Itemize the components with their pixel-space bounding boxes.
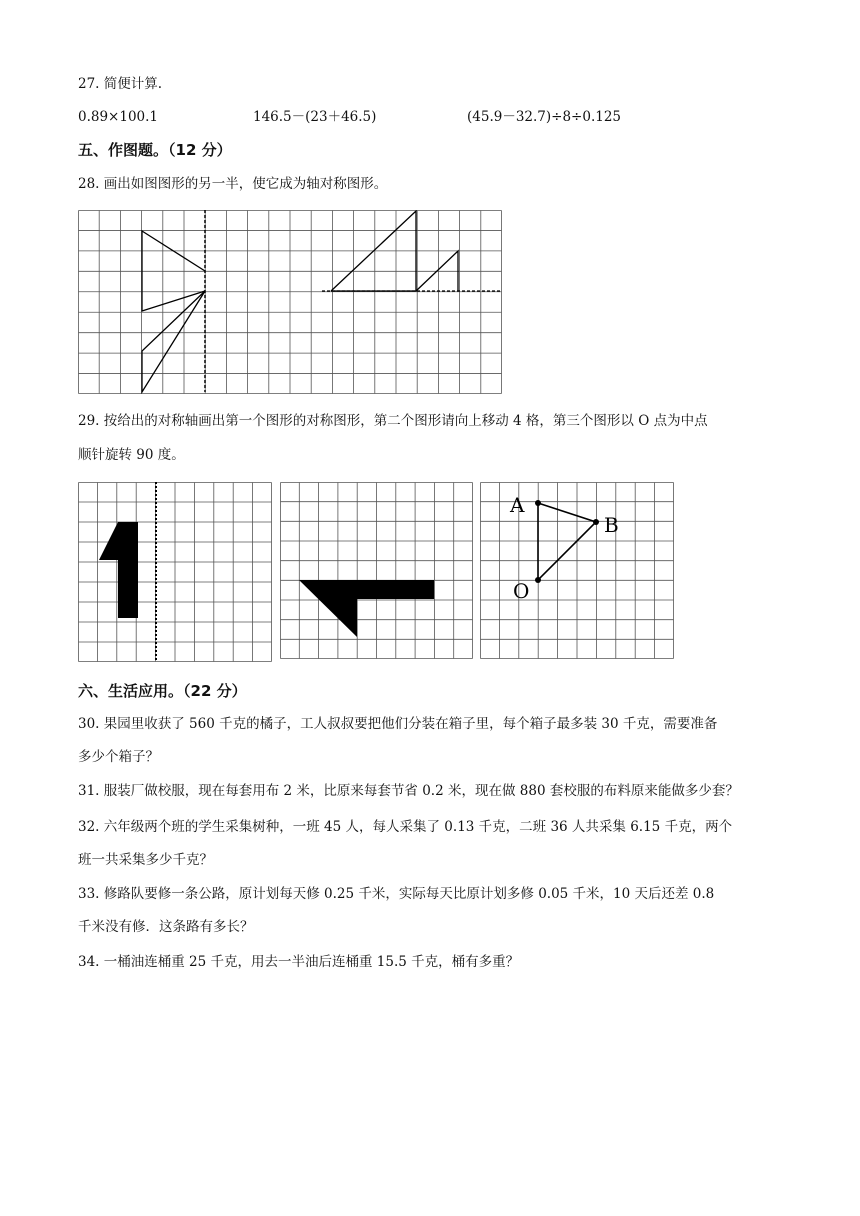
q29-shape-1 xyxy=(99,522,138,618)
q30-text-line2: 多少个箱子？ xyxy=(78,749,159,765)
q29-point-a xyxy=(535,500,541,506)
q29-shape-2 xyxy=(299,580,434,637)
q32-text-line2: 班一共采集多少千克？ xyxy=(78,852,213,868)
q32-text-line1: 32. 六年级两个班的学生采集树种，一班 45 人，每人采集了 0.13 千克，二班 36 人共采集 6.15 千克，两个 xyxy=(78,819,733,835)
q33-text-line1: 33. 修路队要修一条公路，原计划每天修 0.25 千米，实际每天比原计划多修 0.05 千米，10 天后还差 0.8 xyxy=(78,886,715,902)
q29-grid-2-lines xyxy=(281,483,473,659)
q31-text: 31. 服装厂做校服，现在每套用布 2 米，比原来每套节省 0.2 米，现在做 880 套校服的布料原来能做多少套？ xyxy=(78,783,739,799)
q34-text: 34. 一桶油连桶重 25 千克，用去一半油后连桶重 15.5 千克，桶有多重？ xyxy=(78,954,520,970)
q28-grid-figure xyxy=(78,210,502,394)
section-6-heading: 六、生活应用。（22 分） xyxy=(78,682,247,700)
q27-expression-3: (45.9－32.7)÷8÷0.125 xyxy=(467,109,622,125)
q27-expression-2: 146.5－(23＋46.5) xyxy=(253,109,377,125)
q29-grid-figure-1 xyxy=(78,482,272,662)
q29-grid-figure-3 xyxy=(480,482,674,659)
q28-shape-left-spikes xyxy=(142,291,205,392)
q27-title: 27. 简便计算. xyxy=(78,76,163,92)
q29-text-line2: 顺针旋转 90 度。 xyxy=(78,447,185,463)
q29-point-o xyxy=(535,577,541,583)
q29-grid-1-lines xyxy=(79,483,272,662)
q29-grid-figure-2 xyxy=(280,482,473,659)
q30-text-line1: 30. 果园里收获了 560 千克的橘子，工人叔叔要把他们分装在箱子里，每个箱子最多装 30 千克，需要准备 xyxy=(78,716,718,732)
q33-text-line2: 千米没有修．这条路有多长？ xyxy=(78,919,254,935)
q29-label-o: O xyxy=(513,579,530,603)
q27-expression-1: 0.89×100.1 xyxy=(78,109,159,125)
q29-label-a: A xyxy=(510,493,525,517)
q29-text-line1: 29. 按给出的对称轴画出第一个图形的对称图形，第二个图形请向上移动 4 格，第三个图形以 O 点为中点 xyxy=(78,413,708,429)
section-5-heading: 五、作图题。（12 分） xyxy=(78,141,232,159)
q28-text: 28. 画出如图图形的另一半，使它成为轴对称图形。 xyxy=(78,176,388,192)
q29-point-b xyxy=(593,519,599,525)
q29-label-b: B xyxy=(604,513,619,537)
q29-triangle-aob xyxy=(538,503,596,580)
